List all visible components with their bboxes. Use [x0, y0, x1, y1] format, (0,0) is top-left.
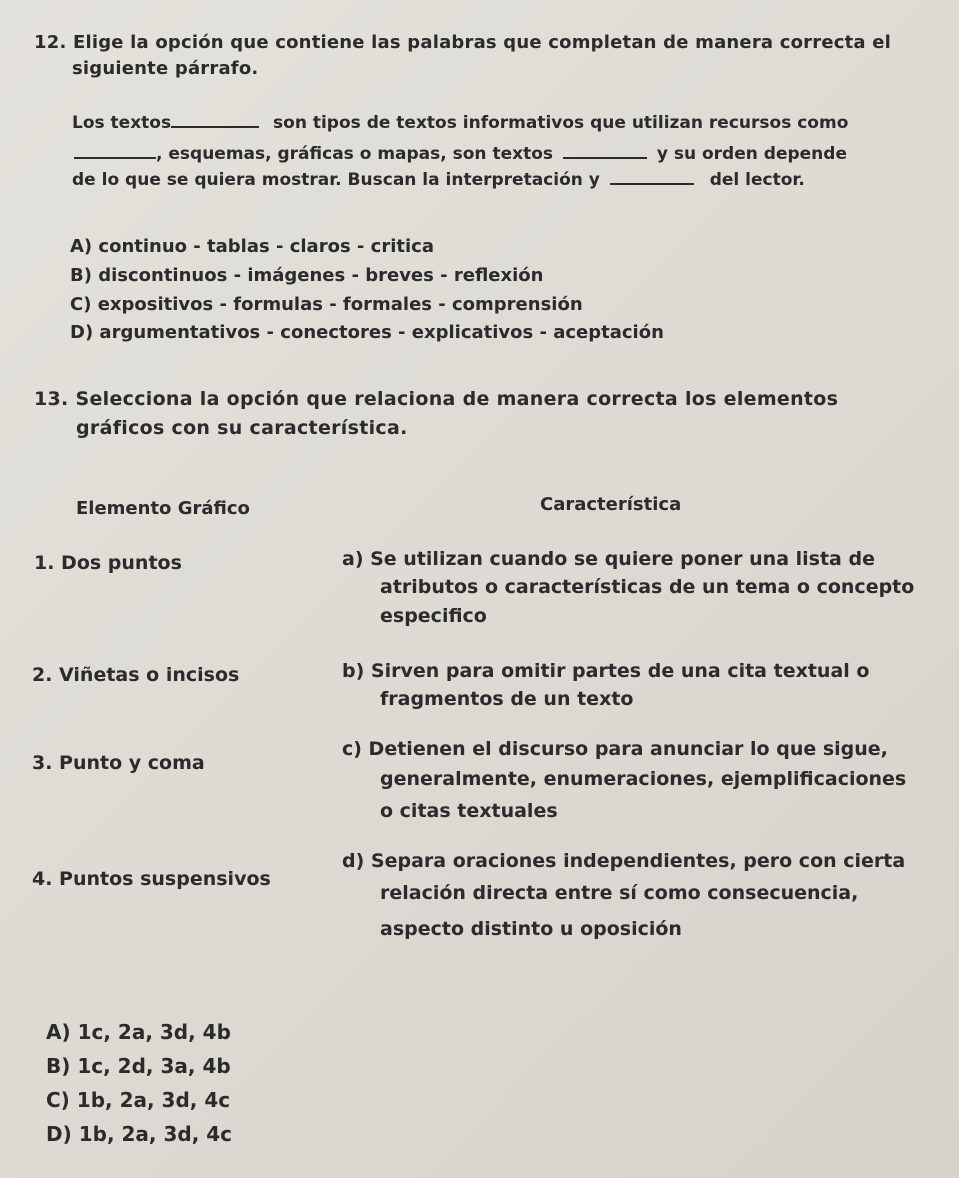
question-12-title: 12. Elige la opción que contiene las palabras que completan de manera correcta el — [34, 32, 891, 53]
paragraph-line-3 — [72, 169, 805, 190]
characteristic-c-line-3: o citas textuales — [380, 800, 558, 822]
question-12-title-continued: siguiente párrafo. — [72, 58, 259, 79]
q12-option-c[interactable]: C) expositivos - formulas - formales - comprensión — [70, 294, 583, 315]
q12-option-b[interactable]: B) discontinuos - imágenes - breves - reflexión — [70, 265, 544, 286]
blank-1 — [171, 112, 259, 128]
q13-option-d[interactable]: D) 1b, 2a, 3d, 4c — [46, 1122, 233, 1146]
characteristic-d-line-1: d) Separa oraciones independientes, pero con cierta — [342, 850, 906, 872]
characteristic-d-line-3: aspecto distinto u oposición — [380, 918, 682, 940]
paragraph-text: de lo que se quiera mostrar. Buscan la interpretación y — [72, 170, 600, 190]
characteristic-a-line-1: a) Se utilizan cuando se quiere poner una lista de — [342, 548, 875, 570]
paragraph-text: y su orden depende — [656, 144, 847, 164]
paragraph-text: del lector. — [709, 170, 805, 190]
column-header-characteristic: Característica — [540, 494, 682, 515]
characteristic-a-line-3: especifico — [380, 605, 487, 627]
blank-3 — [563, 143, 647, 159]
blank-2 — [74, 143, 156, 159]
characteristic-b-line-1: b) Sirven para omitir partes de una cita textual o — [342, 660, 870, 682]
question-13-title-continued: gráficos con su característica. — [76, 417, 408, 439]
q13-option-b[interactable]: B) 1c, 2d, 3a, 4b — [46, 1054, 231, 1078]
blank-4 — [610, 169, 694, 185]
q12-option-d[interactable]: D) argumentativos - conectores - explicativos - aceptación — [70, 322, 664, 343]
paragraph-text: , esquemas, gráficas o mapas, son textos — [156, 144, 554, 164]
characteristic-a-line-2: atributos o características de un tema o concepto — [380, 576, 915, 598]
element-4: 4. Puntos suspensivos — [32, 868, 271, 890]
characteristic-b-line-2: fragmentos de un texto — [380, 688, 634, 710]
paragraph-line-2 — [74, 143, 847, 164]
characteristic-c-line-1: c) Detienen el discurso para anunciar lo que sigue, — [342, 738, 888, 760]
characteristic-c-line-2: generalmente, enumeraciones, ejemplificaciones — [380, 768, 907, 790]
paragraph-line-1 — [72, 112, 848, 133]
q12-option-a[interactable]: A) continuo - tablas - claros - critica — [70, 236, 434, 257]
column-header-element: Elemento Gráfico — [76, 498, 250, 519]
characteristic-d-line-2: relación directa entre sí como consecuencia, — [380, 882, 859, 904]
element-3: 3. Punto y coma — [32, 752, 205, 774]
element-1: 1. Dos puntos — [34, 552, 182, 574]
element-2: 2. Viñetas o incisos — [32, 664, 240, 686]
question-13-title: 13. Selecciona la opción que relaciona de manera correcta los elementos — [34, 388, 839, 410]
q13-option-a[interactable]: A) 1c, 2a, 3d, 4b — [46, 1020, 231, 1044]
paragraph-text: Los textos — [72, 113, 172, 133]
q13-option-c[interactable]: C) 1b, 2a, 3d, 4c — [46, 1088, 231, 1112]
paragraph-text: son tipos de textos informativos que utilizan recursos como — [273, 113, 849, 133]
